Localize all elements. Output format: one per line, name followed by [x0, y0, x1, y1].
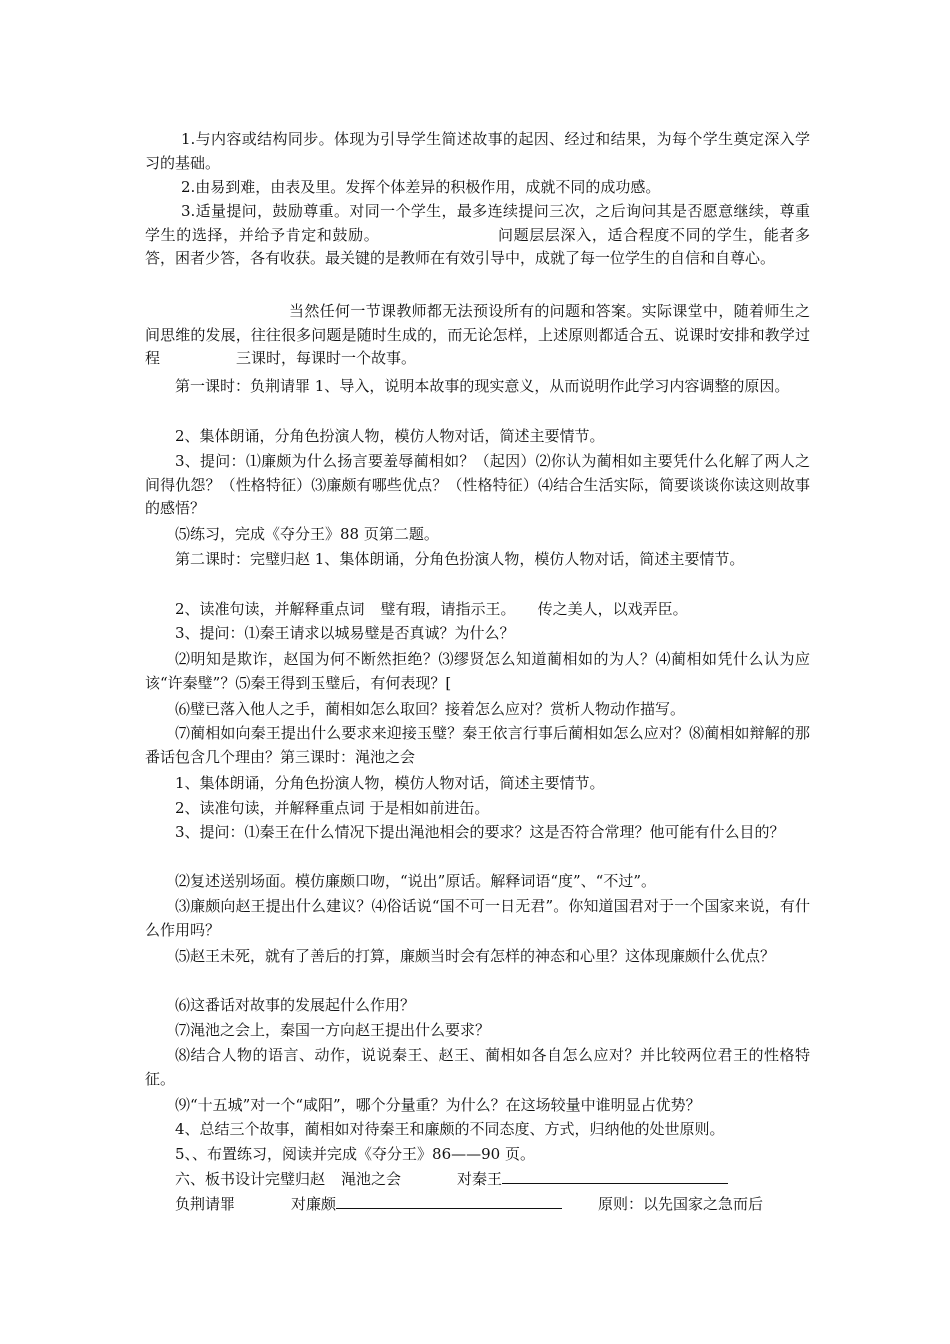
paragraph: 第一课时：负荆请罪 1、导入，说明本故事的现实意义，从而说明作此学习内容调整的原因。: [175, 377, 790, 395]
paragraph: ⑹璧已落入他人之手，蔺相如怎么取回？接着怎么应对？赏析人物动作描写。: [175, 700, 686, 718]
board-text: 渑池之会: [341, 1170, 402, 1188]
paragraph: [145, 200, 810, 271]
paragraph-text: 传之美人，以戏弄臣。: [537, 600, 688, 618]
board-text: 对廉颇: [291, 1195, 337, 1213]
paragraph: 第二课时：完璧归赵 1、集体朗诵，分角色扮演人物，模仿人物对话，简述主要情节。: [175, 550, 745, 568]
paragraph-text: 3.适量提问，鼓励尊重。对同一个学生，最多连续提问三次，之后询问其是否愿意继续，尊重学生的选择，并给予肯定和鼓励。: [145, 202, 810, 244]
paragraph-text: 当然任何一节课教师都无法预设所有的问题和答案。实际课堂中，随着师生之间思维的发展，往往很多问题是随时生成的，而无论怎样，上述原则都适合五、说课时安排和教学过程: [145, 302, 810, 368]
board-design-line: [145, 1193, 810, 1217]
paragraph: 3、提问：⑴秦王在什么情况下提出渑池相会的要求？这是否符合常理？他可能有什么目的？: [175, 823, 785, 841]
paragraph-text: 问题层层深入，适合程度不同的学生，能者多答，困者少答，各有收获。最关键的是教师在有效引导中，成就了每一位学生的自信和自尊心。: [145, 225, 810, 268]
paragraph: 1、集体朗诵，分角色扮演人物，模仿人物对话，简述主要情节。: [175, 774, 605, 792]
fill-blank-line: [502, 1168, 728, 1184]
paragraph: ⑺蔺相如向秦王提出什么要求来迎接玉璧？秦王依言行事后蔺相如怎么应对？⑻蔺相如辩解的那番话包含几个理由？第三课时：渑池之会: [145, 724, 810, 766]
paragraph: 3、提问：⑴秦王请求以城易璧是否真诚？为什么？: [175, 624, 515, 642]
paragraph: ⑹这番话对故事的发展起什么作用？: [175, 996, 416, 1014]
paragraph: ⑻结合人物的语言、动作，说说秦王、赵王、蔺相如各自怎么应对？并比较两位君王的性格特征。: [145, 1046, 810, 1088]
board-text: 六、板书设计完璧归赵: [175, 1170, 326, 1188]
paragraph: 3、提问：⑴廉颇为什么扬言要羞辱蔺相如？（起因）⑵你认为蔺相如主要凭什么化解了两人之间得仇怨？（性格特征）⑶廉颇有哪些优点？（性格特征）⑷结合生活实际，简要谈谈你读这则故事的感悟？: [145, 452, 810, 518]
paragraph: ⑵明知是欺诈，赵国为何不断然拒绝？⑶缪贤怎么知道蔺相如的为人？⑷蔺相如凭什么认为应该“许秦璧”？⑸秦王得到玉璧后，有何表现？[: [145, 650, 810, 692]
paragraph: ⑼“十五城”对一个“咸阳”，哪个分量重？为什么？在这场较量中谁明显占优势？: [175, 1096, 701, 1114]
paragraph: ⑺渑池之会上，秦国一方向赵王提出什么要求？: [175, 1021, 491, 1039]
paragraph: 2、集体朗诵，分角色扮演人物，模仿人物对话，简述主要情节。: [175, 427, 605, 445]
board-text: 原则：以先国家之急而后: [598, 1195, 764, 1213]
paragraph: [145, 598, 810, 622]
paragraph: ⑶廉颇向赵王提出什么建议？⑷俗话说“国不可一日无君”。你知道国君对于一个国家来说，有什么作用吗？: [145, 897, 810, 939]
paragraph: ⑸赵王未死，就有了善后的打算，廉颇当时会有怎样的神态和心里？这体现廉颇什么优点？: [175, 947, 776, 965]
paragraph: 1.与内容或结构同步。体现为引导学生简述故事的起因、经过和结果，为每个学生奠定深入学习的基础。: [145, 130, 810, 172]
paragraph: 2、读准句读，并解释重点词 于是相如前进缶。: [175, 799, 490, 817]
paragraph: 5、、布置练习，阅读并完成《夺分王》86——90 页。: [175, 1145, 535, 1163]
paragraph-text: 璧有瑕，请指示王。: [380, 600, 516, 618]
paragraph: [145, 300, 810, 371]
paragraph: ⑵复述送别场面。模仿廉颇口吻，“说出”原话。解释词语“度”、“不过”。: [175, 872, 657, 890]
fill-blank-line: [336, 1193, 562, 1209]
board-design-line: [145, 1168, 810, 1192]
board-text: 负荆请罪: [175, 1195, 236, 1213]
paragraph-text: 2、读准句读，并解释重点词: [175, 600, 365, 618]
paragraph: 2.由易到难，由表及里。发挥个体差异的积极作用，成就不同的成功感。: [181, 178, 661, 196]
board-text: 对秦王: [457, 1170, 503, 1188]
paragraph-text: 三课时，每课时一个故事。: [236, 349, 417, 368]
paragraph: ⑸练习，完成《夺分王》88 页第二题。: [175, 525, 439, 543]
paragraph: 4、总结三个故事，蔺相如对待秦王和廉颇的不同态度、方式，归纳他的处世原则。: [175, 1120, 725, 1138]
